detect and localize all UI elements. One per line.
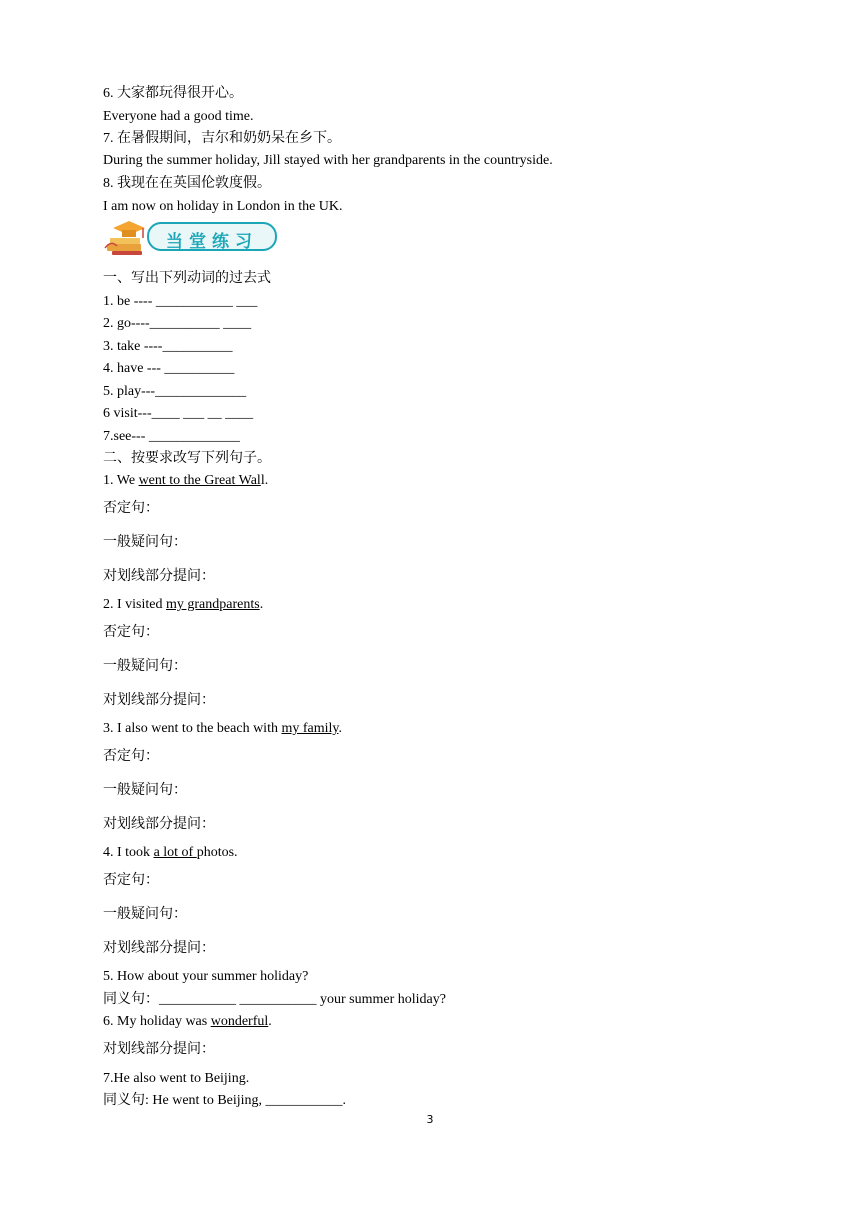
- question-text: 4. I took: [103, 845, 154, 860]
- verb-item: 5. play---_____________: [103, 384, 247, 399]
- verb-item: 3. take ----__________: [103, 339, 233, 354]
- question-7: 7.He also went to Beijing.: [103, 1071, 250, 1086]
- question-text: photos.: [196, 845, 238, 860]
- translation-8-en: I am now on holiday in London in the UK.: [103, 199, 343, 214]
- question-2: [103, 596, 263, 614]
- question-5: 5. How about your summer holiday?: [103, 969, 309, 984]
- yesno-label: 一般疑问句：: [103, 659, 187, 674]
- section1-heading: 一、写出下列动词的过去式: [103, 271, 271, 286]
- negative-label: 否定句：: [103, 873, 159, 888]
- translation-7-en: During the summer holiday, Jill stayed with her grandparents in the countryside.: [103, 153, 553, 168]
- translation-8-cn: 8. 我现在在英国伦敦度假。: [103, 176, 271, 191]
- whq-label: 对划线部分提问：: [103, 693, 215, 708]
- question-6: [103, 1013, 272, 1031]
- underlined-part: my family: [281, 721, 339, 736]
- verb-item: 6 visit---____ ___ __ ____: [103, 406, 254, 421]
- negative-label: 否定句：: [103, 749, 159, 764]
- verb-item: 1. be ---- ___________ ___: [103, 294, 258, 309]
- underlined-part: my grandparents: [166, 597, 260, 612]
- verb-item: 2. go----__________ ____: [103, 316, 252, 331]
- yesno-label: 一般疑问句：: [103, 783, 187, 798]
- question-5-answer: 同义句：___________ ___________ your summer holiday?: [103, 992, 446, 1007]
- banner-frame: [147, 222, 277, 251]
- underlined-part: wonderful: [210, 1014, 269, 1029]
- yesno-label: 一般疑问句：: [103, 907, 187, 922]
- question-text: .: [268, 1014, 272, 1029]
- page-number: 3: [426, 1113, 434, 1126]
- whq-label: 对划线部分提问：: [103, 1042, 215, 1057]
- practice-banner: [103, 218, 283, 258]
- question-1: [103, 472, 268, 490]
- whq-label: 对划线部分提问：: [103, 569, 215, 584]
- question-4: [103, 844, 238, 862]
- question-text: 1. We: [103, 473, 139, 488]
- whq-label: 对划线部分提问：: [103, 941, 215, 956]
- translation-6-cn: 6. 大家都玩得很开心。: [103, 86, 243, 101]
- books-cap-icon: [103, 218, 151, 258]
- underlined-part: a lot of: [153, 845, 197, 860]
- translation-7-cn: 7. 在暑假期间，吉尔和奶奶呆在乡下。: [103, 131, 341, 146]
- verb-item: 4. have --- __________: [103, 361, 235, 376]
- question-text: 3. I also went to the beach with: [103, 721, 282, 736]
- translation-6-en: Everyone had a good time.: [103, 109, 254, 124]
- negative-label: 否定句：: [103, 501, 159, 516]
- verb-item: 7.see--- _____________: [103, 429, 240, 444]
- yesno-label: 一般疑问句：: [103, 535, 187, 550]
- question-text: l.: [260, 473, 269, 488]
- question-text: .: [338, 721, 342, 736]
- question-text: 2. I visited: [103, 597, 166, 612]
- underlined-part: went to the Great Wal: [138, 473, 261, 488]
- question-text: .: [259, 597, 264, 612]
- negative-label: 否定句：: [103, 625, 159, 640]
- banner-title: 当堂练习: [166, 232, 258, 252]
- question-7-answer: 同义句: He went to Beijing, ___________.: [103, 1093, 347, 1108]
- question-text: 6. My holiday was: [103, 1014, 211, 1029]
- question-3: [103, 720, 342, 738]
- whq-label: 对划线部分提问：: [103, 817, 215, 832]
- section2-heading: 二、按要求改写下列句子。: [103, 451, 271, 466]
